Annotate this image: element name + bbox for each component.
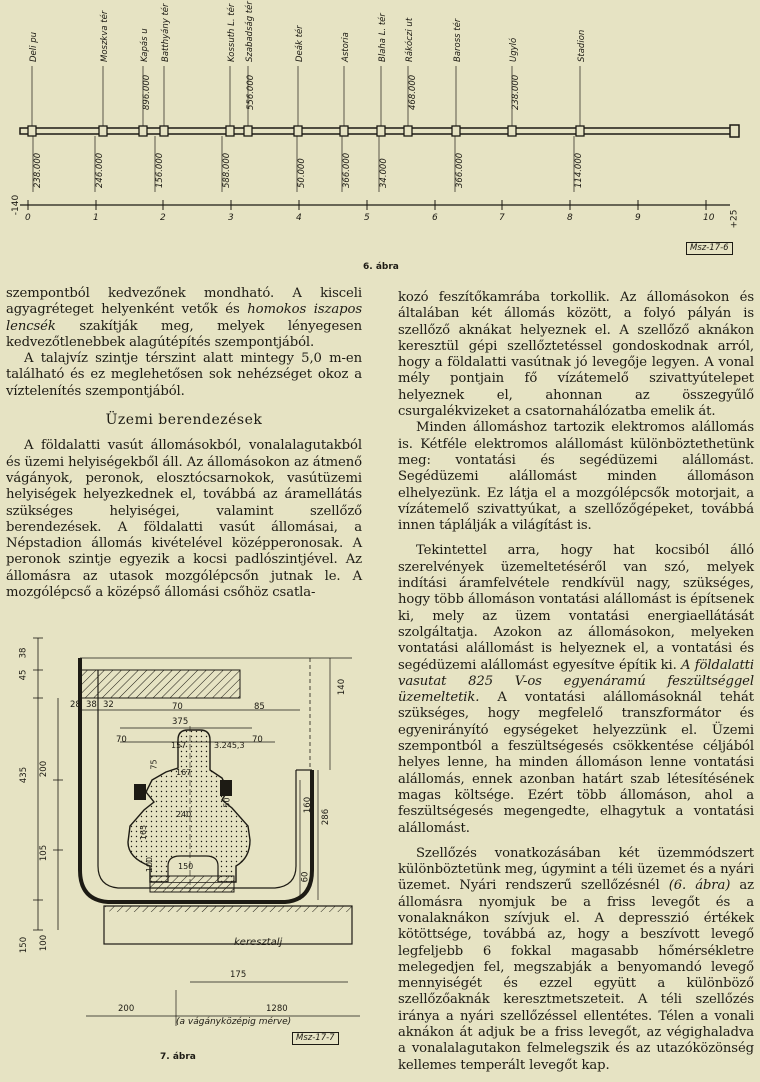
station-label: Stadion xyxy=(577,29,587,62)
figure-6-left-label: -140 xyxy=(11,194,22,216)
fig7-dim-200-left: 200 xyxy=(39,760,50,778)
station-label: Rákóczi ut xyxy=(405,17,415,62)
station-marker xyxy=(508,126,516,136)
right-paragraph-3: Tekintettel arra, hogy hat kocsiból álló szerelvények üzemeltetéséről van szó, melyek indítási áramfelvétele rendkívül nagy, szükséges, hogy több állomáson vontatási alállomást is építsenek ki, mely az üzem vontatási energiaellátását szolgáltatja. Azokon az állomásokon, melyeken vontatási alállomást is helyeznek el, a vontatási és segédüzemi alállomást egyesítve építik ki. A földalatti vasutat 825 V-os egyenáramú feszültséggel üzemeltetik. A vontatási alállomásoknál tehát szükséges, hogy megfelelő transzformátor és egyenirányító egységeket helyezzünk el. Üzemi szempontból a feszültségesés csökkentése céljából helyes lenne, ha minden állomáson lenne vontatási alállomás, ennek azonban határt szab létesítésének magas költsége. Ezért több állomáson, ahol a feszültségesés megengedte, elhagytuk a vontatási alállomást. xyxy=(398,543,755,836)
fig7-dim-160: 160 xyxy=(303,796,314,814)
segment-distance-label: 34.000 xyxy=(379,158,389,188)
station-label: Astoria xyxy=(341,32,351,62)
fig7-dim-200: 200 xyxy=(118,1004,135,1014)
fig7-dim-1280: 1280 xyxy=(266,1004,288,1014)
fig7-dim-100-inner: 100 xyxy=(145,856,155,873)
figure-7-caption: 7. ábra xyxy=(160,1052,196,1062)
fig7-dim-38b: 38 xyxy=(86,700,97,710)
fig7-dim-150: 150 xyxy=(19,936,30,954)
left-column xyxy=(6,286,362,601)
km-tick-label: 5 xyxy=(364,213,370,223)
fig7-dim-70b: 70 xyxy=(252,735,263,745)
km-tick-label: 9 xyxy=(635,213,641,223)
figure-7-cross-section xyxy=(0,630,392,1082)
segment-distance-label: 366.000 xyxy=(342,152,352,188)
fig7-dim-45: 45 xyxy=(18,669,29,681)
station-label: Batthyány tér xyxy=(161,3,171,62)
station-marker xyxy=(340,126,348,136)
station-label: Deák tér xyxy=(295,25,305,62)
fig7-dim-435: 435 xyxy=(19,766,30,784)
segment-distance-label: 114.000 xyxy=(574,152,584,188)
fig7-dim-105: 105 xyxy=(39,844,50,862)
fig7-dim-157: 157 xyxy=(171,741,187,750)
station-marker xyxy=(576,126,584,136)
right-column xyxy=(398,290,754,1074)
platform-slab xyxy=(80,670,240,698)
km-tick-label: 4 xyxy=(296,213,302,223)
station-marker xyxy=(139,126,147,136)
station-marker xyxy=(99,126,107,136)
station-marker xyxy=(244,126,252,136)
right-paragraph-2: Minden állomáshoz tartozik elektromos alállomás is. Kétféle elektromos alállomást különböztethetünk meg: vontatási és segédüzemi alállomást. Segédüzemi alállomást minden állomáson elhelyezünk. Ez látja el a mozgólépcsők motorjait, a vízátemelő szivattyúkat, a szellőzőgépeket, továbbá innen táplálják a világítást is. xyxy=(398,420,754,534)
fig7-dim-70a: 70 xyxy=(116,735,127,745)
right-paragraph-4: Szellőzés vonatkozásában két üzemmódszert különböztetünk meg, úgymint a téli üzemet és a nyári üzemet. Nyári rendszerű szellőzésnél (6. ábra) az állomásra nyomjuk be a friss levegőt és a vonalaknákon szívjuk el. A depresszió értékek kötöttsége, továbbá az, hogy a beszívott levegő legfeljebb 6 fokkal magasabb hőmérsékletre melegedjen fel, megszabják a benyomandó levegő mennyiségét és ezzel együtt a különböző szellőzőaknák keresztmetszeteit. A téli szellőzés iránya a nyári szellőzéssel ellentétes. Télen a vonali aknákon át adjuk be a friss levegőt, az végighaladva a vonalalagutakon felmelegszik és az utazóközönség kellemes temperált levegőt kap. xyxy=(398,845,755,1073)
right-paragraph-1: kozó feszítőkamrába torkollik. Az állomásokon és általában két állomás között, a folyó pályán is szellőző aknákat helyeznek el. A szellőző aknákon keresztül gépi szellőztetéssel gondoskodnak arról, hogy a földalatti vasútnak jó levegője legyen. A vonal mély pontjain fő vízátemelő szivattyútelepet helyeznek el, ahonnan az összegyűlő csurgalékvizeket a csatornahálózatba emelik át. xyxy=(398,290,754,420)
station-marker xyxy=(452,126,460,136)
fig7-dim-175: 175 xyxy=(230,970,247,980)
left-paragraph-3: A földalatti vasút állomásokból, vonalalagutakból és üzemi helyiségekből áll. Az állomásokon az átmenő vágányok, peronok, elosztócsarnokok, vasútüzemi helyiségek helyezkednek el, továbbá az áramellátás szükséges helyiségei, valamint szellőző berendezések. A földalatti vasút állomásai, a Népstadion állomás kivételével középperonosak. A peronok szintje egyezik a kocsi padlószintjével. Az állomásra az utasok mozgólépcsőn jutnak le. A mozgólépcső a középső állomási csőhöz csatla- xyxy=(6,438,362,601)
km-tick-label: 7 xyxy=(499,213,505,223)
segment-distance-label: 238.000 xyxy=(33,152,43,188)
left-paragraph-2: A talajvíz szintje térszint alatt mintegy 5,0 m-en található és ez meglehetősen sok nehézséget okoz a víztelenítés szempontjából. xyxy=(6,351,362,399)
fig7-dim-150-inner: 150 xyxy=(178,862,194,871)
km-tick-label: 8 xyxy=(567,213,573,223)
km-tick-label: 0 xyxy=(25,213,31,223)
station-label: Kossuth L. tér xyxy=(227,3,237,62)
km-tick-label: 6 xyxy=(432,213,438,223)
station-marker xyxy=(160,126,168,136)
station-label: Blaha L. tér xyxy=(378,13,388,62)
fig7-dim-375: 375 xyxy=(172,717,189,727)
station-marker xyxy=(404,126,412,136)
segment-distance-label: 156.000 xyxy=(155,152,165,188)
segment-distance-label: 50.000 xyxy=(297,158,307,188)
shaft-distance-label: 896.000 xyxy=(142,74,152,110)
station-label: Moszkva tér xyxy=(100,10,110,62)
left-paragraph-1: szempontból kedvezőnek mondható. A kisceli agyagréteget helyenként vetők és homokos iszapos lencsék szakítják meg, melyek lényegesen kedvezőtlenebbek alagútépítés szempontjából. xyxy=(6,286,362,350)
fig7-sleeper-label: keresztalj xyxy=(234,937,283,948)
fig7-dim-140: 140 xyxy=(337,678,348,696)
fig7-dim-50: 50 xyxy=(222,797,232,808)
fig7-dim-60: 60 xyxy=(300,871,311,883)
km-tick-label: 1 xyxy=(93,213,99,223)
segment-distance-label: 246.000 xyxy=(95,152,105,188)
station-marker xyxy=(28,126,36,136)
segment-distance-label: 366.000 xyxy=(455,152,465,188)
fig7-dim-75: 75 xyxy=(149,759,159,770)
fig7-dim-100: 100 xyxy=(39,934,50,952)
figure-6-profile xyxy=(0,0,760,275)
station-marker xyxy=(377,126,385,136)
figure-6-ref: Msz-17-6 xyxy=(686,242,733,255)
line-end-marker xyxy=(730,125,739,137)
station-marker xyxy=(226,126,234,136)
fig7-dim-165: 165 xyxy=(139,824,149,841)
km-tick-label: 3 xyxy=(228,213,234,223)
station-label: Ugyló xyxy=(509,37,519,62)
shaft-distance-label: 556.000 xyxy=(246,74,256,110)
km-tick-label: 2 xyxy=(160,213,166,223)
station-label: Deli pu xyxy=(29,32,39,62)
figure-6-right-label: +25 xyxy=(729,209,740,229)
km-tick-label: 10 xyxy=(703,213,715,223)
fig7-dim-85: 85 xyxy=(254,702,265,712)
station-label: Baross tér xyxy=(453,18,463,62)
fig7-dim-167: 167 xyxy=(176,768,192,777)
station-label: Szabadság tér xyxy=(245,1,255,62)
station-label: Kapás u xyxy=(140,28,150,62)
fig7-dim-286: 286 xyxy=(321,808,332,826)
fig7-dim-240: 240 xyxy=(176,810,192,819)
fig7-note: (a vágányközépig mérve) xyxy=(176,1017,292,1027)
fig7-dim-28: 28 xyxy=(70,700,81,710)
fig7-dim-3245: 3.245,3 xyxy=(214,741,245,750)
fig7-dim-38: 38 xyxy=(18,647,29,659)
figure-6-caption: 6. ábra xyxy=(363,262,399,272)
fig7-dim-32: 32 xyxy=(103,700,114,710)
segment-distance-label: 588.000 xyxy=(222,152,232,188)
figure-7-ref: Msz-17-7 xyxy=(292,1032,339,1045)
section-heading: Üzemi berendezések xyxy=(105,412,263,429)
shaft-distance-label: 468.000 xyxy=(408,74,418,110)
shaft-distance-label: 238.000 xyxy=(511,74,521,110)
station-marker xyxy=(294,126,302,136)
fig7-dim-70-top: 70 xyxy=(172,702,183,712)
